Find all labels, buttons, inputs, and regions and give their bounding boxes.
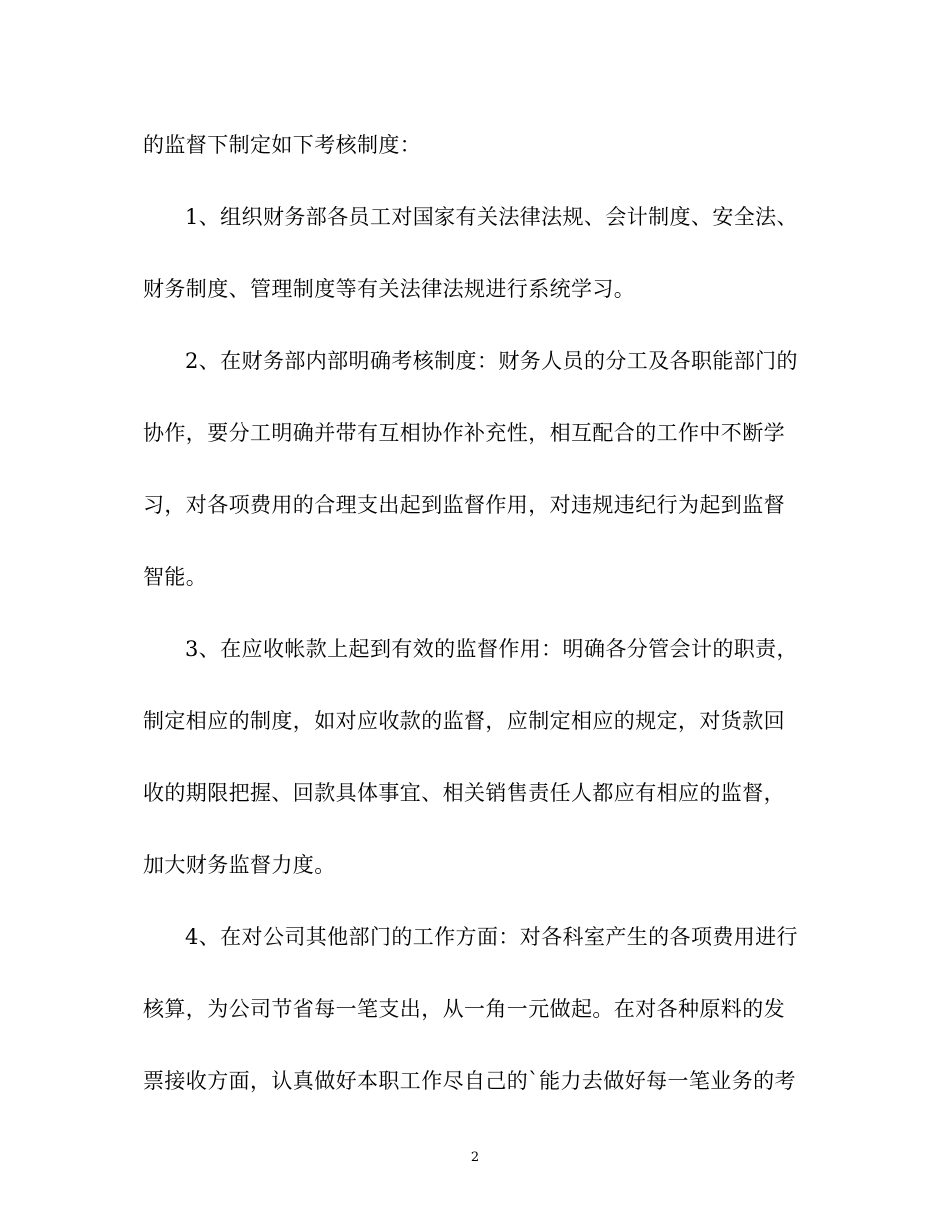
text-line: 制定相应的制度，如对应收款的监督，应制定相应的规定，对货款回 xyxy=(143,709,785,733)
text-line: 协作，要分工明确并带有互相协作补充性，相互配合的工作中不断学 xyxy=(143,421,785,445)
text-line: 加大财务监督力度。 xyxy=(143,853,336,877)
text-line: 的监督下制定如下考核制度： xyxy=(143,133,422,157)
text-line: 2、在财务部内部明确考核制度：财务人员的分工及各职能部门的 xyxy=(185,349,798,373)
text-line: 4、在对公司其他部门的工作方面：对各科室产生的各项费用进行 xyxy=(185,925,798,949)
text-line: 智能。 xyxy=(143,565,208,589)
text-line: 3、在应收帐款上起到有效的监督作用：明确各分管会计的职责， xyxy=(185,637,798,661)
text-line: 核算，为公司节省每一笔支出，从一角一元做起。在对各种原料的发 xyxy=(143,997,785,1021)
text-line: 收的期限把握、回款具体事宜、相关销售责任人都应有相应的监督， xyxy=(143,781,785,805)
text-line: 1、组织财务部各员工对国家有关法律法规、会计制度、安全法、 xyxy=(185,205,798,229)
text-line: 票接收方面，认真做好本职工作尽自己的`能力去做好每一笔业务的考 xyxy=(143,1069,796,1093)
page-number: 2 xyxy=(470,1150,480,1165)
text-line: 习，对各项费用的合理支出起到监督作用，对违规违纪行为起到监督 xyxy=(143,493,785,517)
text-line: 财务制度、管理制度等有关法律法规进行系统学习。 xyxy=(143,277,636,301)
